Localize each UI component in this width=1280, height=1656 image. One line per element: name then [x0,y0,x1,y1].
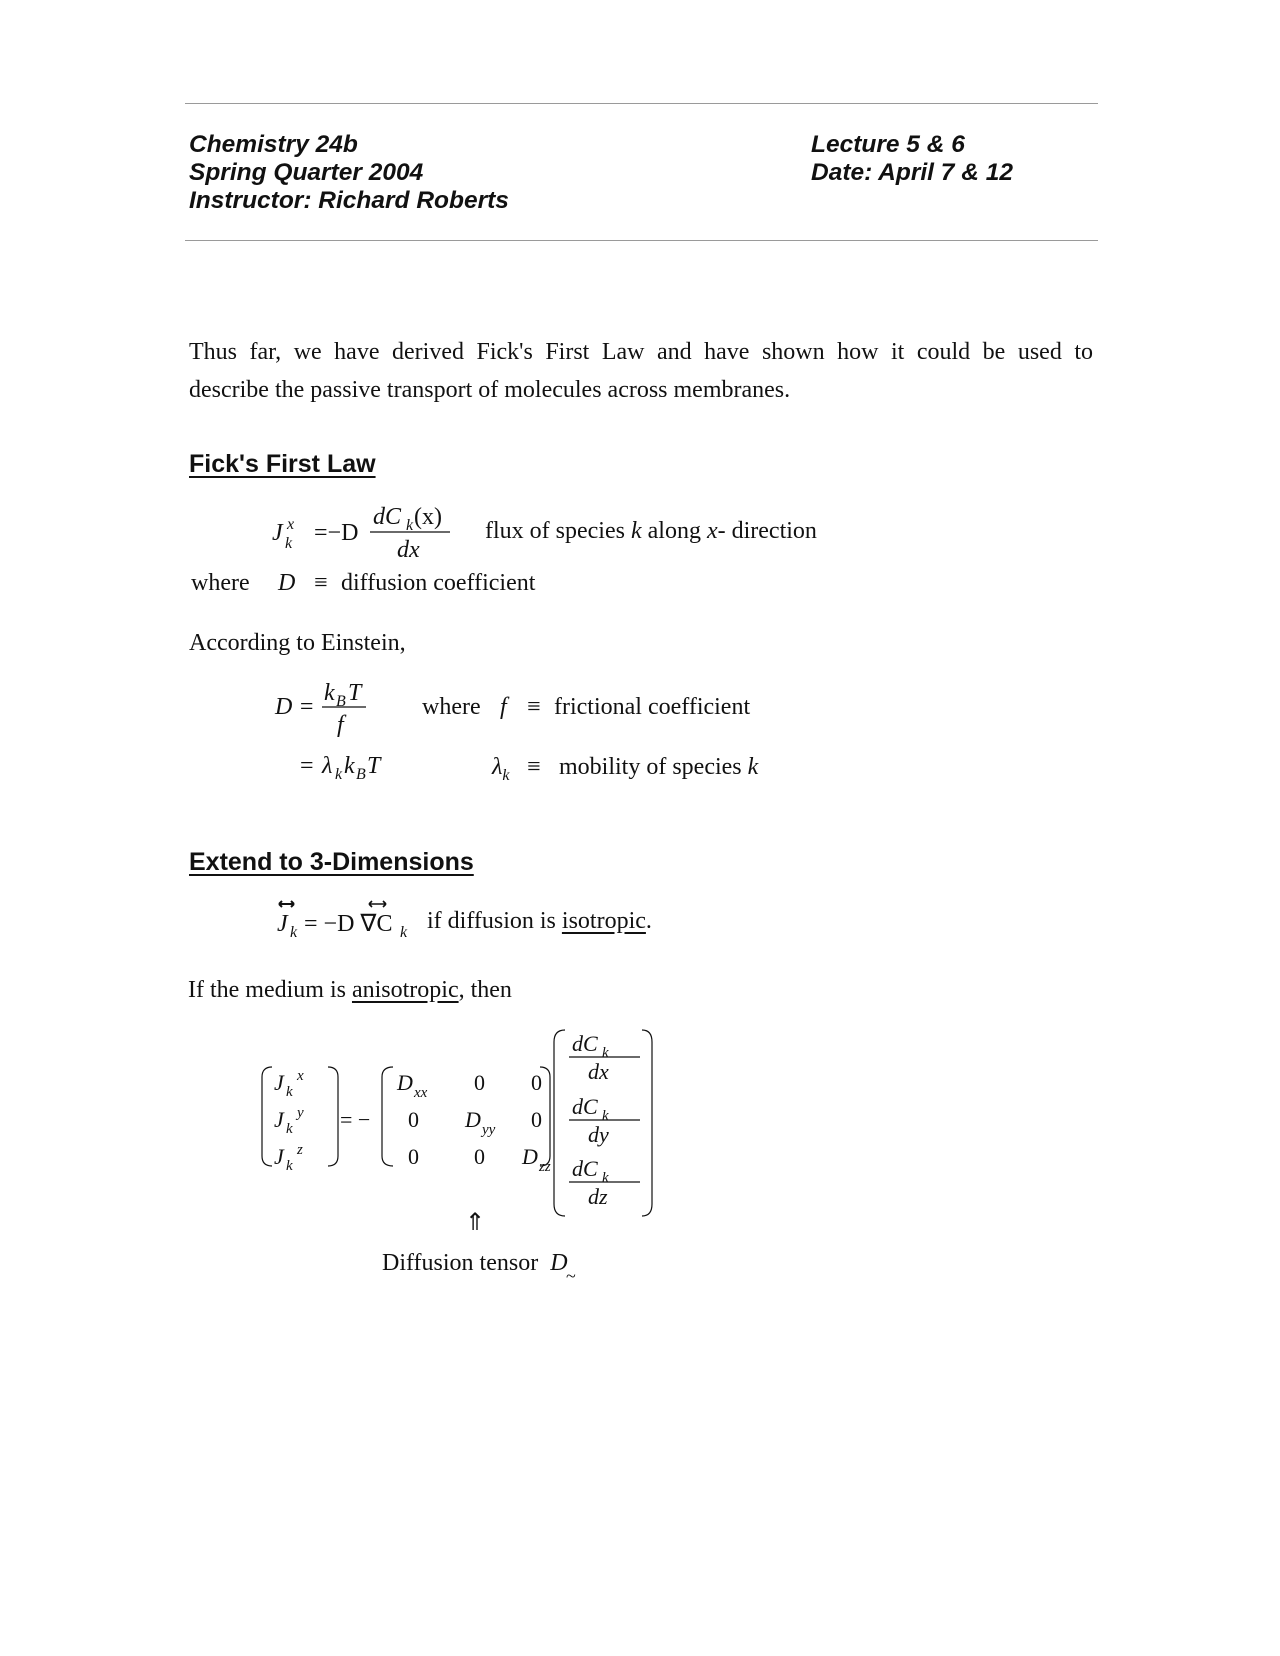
where-label: where [191,570,250,596]
matrix-equals-minus: = − [340,1107,371,1132]
einstein-kb: k [344,753,355,779]
gradient-num-z: dC [572,1156,598,1181]
vector-eq-mid: = −D ∇C [304,911,393,937]
einstein-den-f: f [337,712,344,738]
tensor-d-yy: D [465,1107,481,1132]
section-heading-ficks-first-law: Fick's First Law [189,450,376,478]
intro-line-1: Thus far, we have derived Fick's First Law and have shown how it could be used to [189,339,1093,365]
section-heading-3d: Extend to 3-Dimensions [189,848,474,876]
flux-vector-j-y-sub: k [286,1121,293,1137]
tensor-left-paren [382,1067,393,1166]
lambda-equiv: ≡ [527,754,541,780]
flux-vector-j-x-sup: x [297,1068,304,1084]
flux-description: flux of species k along x- direction [485,518,817,544]
flux-vector-j-x: J [274,1070,284,1095]
einstein-num-t: T [348,680,362,706]
flux-vector-entries [274,1068,304,1174]
tensor-d-yy-sub: yy [482,1122,496,1138]
where-d-symbol: D [278,570,296,596]
gradient-num-x: dC [572,1031,598,1056]
tensor-d-zz: D [522,1144,538,1169]
flux-vector-j-y-sup: y [297,1105,304,1121]
vector-j: J [277,911,288,937]
gradient-den-y: dy [588,1122,609,1147]
flux-vector-j-z: J [274,1144,284,1169]
header-quarter: Spring Quarter 2004 [189,159,424,186]
flux-vector-j-x-sub: k [286,1084,293,1100]
header-instructor: Instructor: Richard Roberts [189,187,509,214]
flux-vector-right-paren [328,1067,338,1166]
gradient-den-x: dx [588,1059,609,1084]
anisotropic-sentence: If the medium is anisotropic, then [188,977,512,1003]
header-date: Date: April 7 & 12 [811,159,1013,186]
up-arrow: ⇑ [465,1210,486,1236]
einstein-lambda: λ [322,753,333,779]
flux-vector-j-z-sup: z [297,1142,303,1158]
frictional-coefficient-definition: frictional coefficient [554,694,751,720]
flux-vector-j-z-sub: k [286,1158,293,1174]
diffusion-tensor-label: Diffusion tensor D [382,1250,568,1276]
isotropic-note: if diffusion is isotropic. [427,908,652,934]
vector-arrow-grad [369,901,386,907]
vector-arrow-j [279,901,294,907]
gradient-entries [569,1031,640,1209]
einstein-num-k: k [324,680,335,706]
lambda-symbol: $\lambda_k$ [492,754,510,784]
einstein-intro: According to Einstein, [189,630,406,656]
gradient-num-x-sub: k [602,1045,609,1061]
derivative-numerator: dC [373,504,402,530]
top-rule [185,103,1098,104]
einstein-t: T [367,753,381,779]
flux-vector-j-y: J [274,1107,284,1132]
tensor-2-1: 0 [474,1144,485,1169]
derivative-numerator-sub: k [406,517,414,534]
gradient-num-y-sub: k [602,1108,609,1124]
flux-vector-left-paren [262,1067,272,1166]
tensor-symbol: D [550,1250,568,1276]
gradient-left-paren [554,1030,565,1216]
vector-j-sub: k [290,924,298,941]
gradient-den-z: dz [588,1184,608,1209]
flux-subscript: k [285,535,293,552]
tensor-tilde: ~ [566,1266,576,1286]
derivative-numerator-arg: (x) [414,504,442,530]
gradient-num-y: dC [572,1094,598,1119]
tensor-matrix-equation [260,1020,660,1220]
equiv-symbol: ≡ [314,570,328,596]
tensor-d-xx-sub: xx [414,1085,428,1101]
einstein-where-label: where [422,694,481,720]
header-course: Chemistry 24b [189,131,358,158]
einstein-num-b: B [336,693,346,710]
vector-flux-equation [270,895,440,945]
tensor-0-2: 0 [531,1070,542,1095]
header-lecture: Lecture 5 & 6 [811,131,965,158]
gradient-right-paren [642,1030,652,1216]
diffusion-coefficient-definition: diffusion coefficient [341,570,536,596]
einstein-lambda-sub: k [335,766,343,783]
vector-c-sub: k [400,924,408,941]
intro-line-2: describe the passive transport of molecules across membranes. [189,377,791,403]
f-symbol: f [500,694,507,720]
equals-minus-d: =−D [314,520,359,546]
derivative-denominator: dx [397,537,420,563]
gradient-num-z-sub: k [602,1170,609,1186]
tensor-2-0: 0 [408,1144,419,1169]
flux-symbol: J [272,520,283,546]
flux-superscript: x [287,516,295,533]
f-equiv: ≡ [527,694,541,720]
einstein-line2-eq: = [300,753,314,779]
tensor-d-xx: D [397,1070,413,1095]
tensor-entries [396,1070,551,1175]
mobility-definition: mobility of species k [559,754,759,780]
einstein-equation [270,680,430,795]
tensor-1-0: 0 [408,1107,419,1132]
einstein-kb-sub: B [356,766,366,783]
header-bottom-rule [185,240,1098,241]
einstein-lhs: D = [275,694,315,720]
tensor-0-1: 0 [474,1070,485,1095]
tensor-1-2: 0 [531,1107,542,1132]
tensor-d-zz-sub: zz [539,1159,551,1175]
